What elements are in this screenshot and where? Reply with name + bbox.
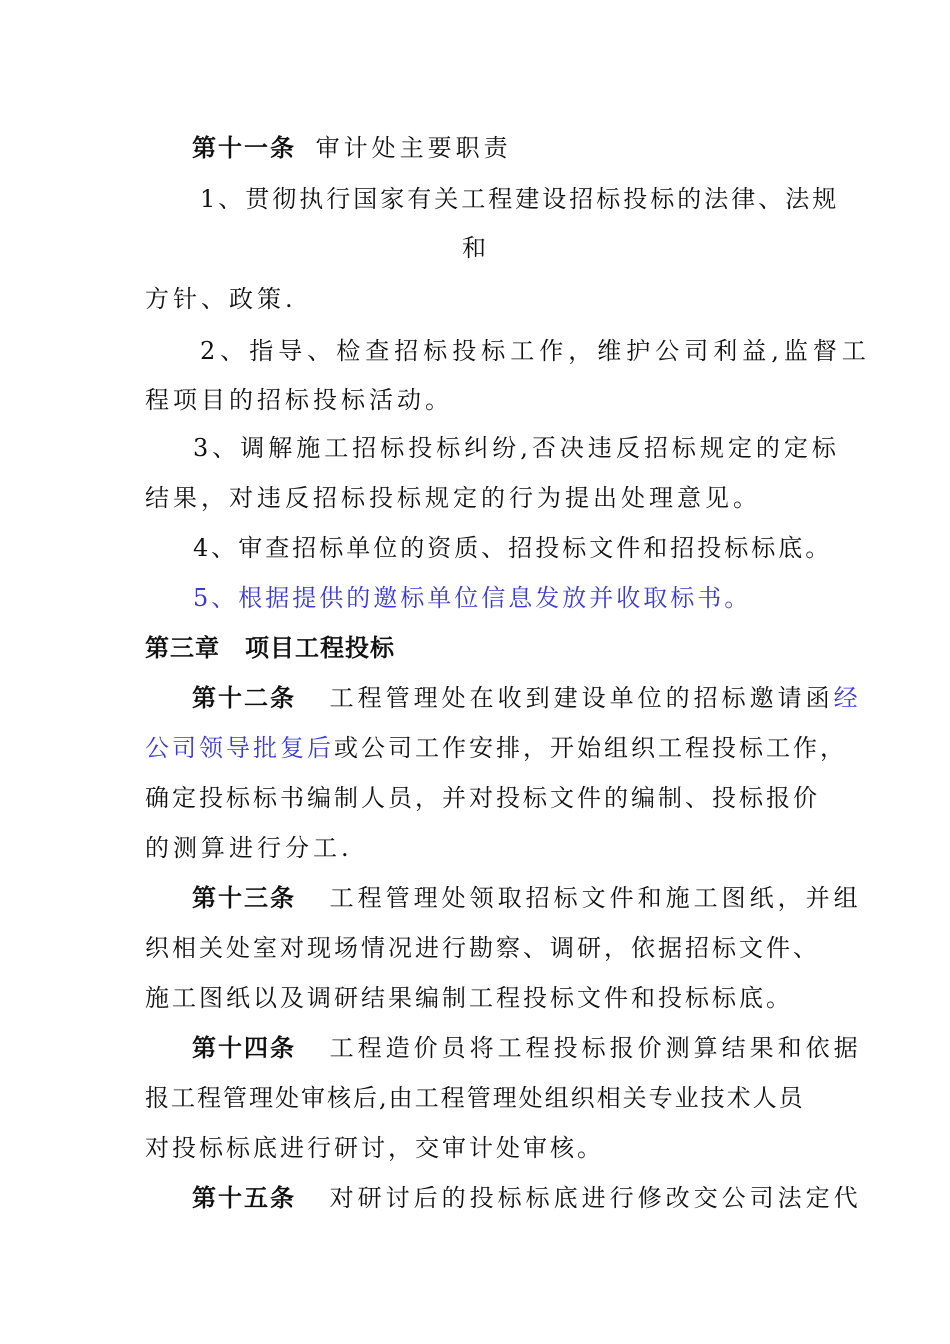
article-12-line-4: 的测算进行分工.	[145, 834, 353, 862]
article-15-title: 第十五条	[192, 1184, 296, 1212]
article-12-title: 第十二条	[192, 684, 296, 712]
article-11-item-2-line-1: 2、指导、检查招标投标工作，维护公司利益,监督工	[200, 337, 871, 365]
article-11-item-2-line-2: 程项目的招标投标活动。	[145, 386, 453, 414]
article-14-line-3: 对投标标底进行研讨，交审计处审核。	[145, 1134, 604, 1162]
article-11-subject: 审计处主要职责	[315, 134, 512, 162]
article-11-item-5: 5、根据提供的邀标单位信息发放并收取标书。	[193, 584, 752, 612]
article-12-line-2	[0, 733, 950, 763]
article-11-title: 第十一条	[192, 134, 296, 162]
article-14-line-1	[0, 1033, 950, 1063]
article-13-title: 第十三条	[192, 884, 296, 912]
article-15-line-1	[0, 1183, 950, 1213]
article-12-highlight-1: 经	[833, 684, 862, 712]
article-12-text-2: 或公司工作安排，开始组织工程投标工作，	[334, 734, 847, 762]
article-11-item-1-line-1: 1、贯彻执行国家有关工程建设招标投标的法律、法规	[200, 185, 840, 213]
article-12-line-3: 确定投标标书编制人员，并对投标文件的编制、投标报价	[145, 784, 820, 812]
article-13-text-1: 工程管理处领取招标文件和施工图纸，并组	[329, 884, 862, 912]
article-11-item-3-line-2: 结果，对违反招标投标规定的行为提出处理意见。	[145, 484, 761, 512]
article-15-text-1: 对研讨后的投标标底进行修改交公司法定代	[329, 1184, 862, 1212]
article-14-line-2: 报工程管理处审核后,由工程管理处组织相关专业技术人员	[145, 1084, 805, 1112]
article-11-item-1-line-3: 方针、政策.	[145, 285, 297, 313]
article-11-heading	[0, 133, 950, 163]
article-13-line-2: 织相关处室对现场情况进行勘察、调研，依据招标文件、	[145, 934, 820, 962]
article-14-title: 第十四条	[192, 1034, 296, 1062]
chapter-3-title: 第三章 项目工程投标	[145, 634, 395, 662]
article-13-line-1	[0, 883, 950, 913]
article-11-item-4: 4、审查招标单位的资质、招投标文件和招投标标底。	[193, 534, 833, 562]
article-12-line-1	[0, 683, 950, 713]
article-14-text-1: 工程造价员将工程投标报价测算结果和依据	[329, 1034, 862, 1062]
article-12-highlight-2: 公司领导批复后	[145, 734, 334, 762]
article-11-item-3-line-1: 3、调解施工招标投标纠纷,否决违反招标规定的定标	[193, 434, 840, 462]
article-13-line-3: 施工图纸以及调研结果编制工程投标文件和投标标底。	[145, 984, 793, 1012]
article-11-item-1-line-2: 和	[462, 234, 490, 262]
article-12-text-1: 工程管理处在收到建设单位的招标邀请函	[329, 684, 834, 712]
